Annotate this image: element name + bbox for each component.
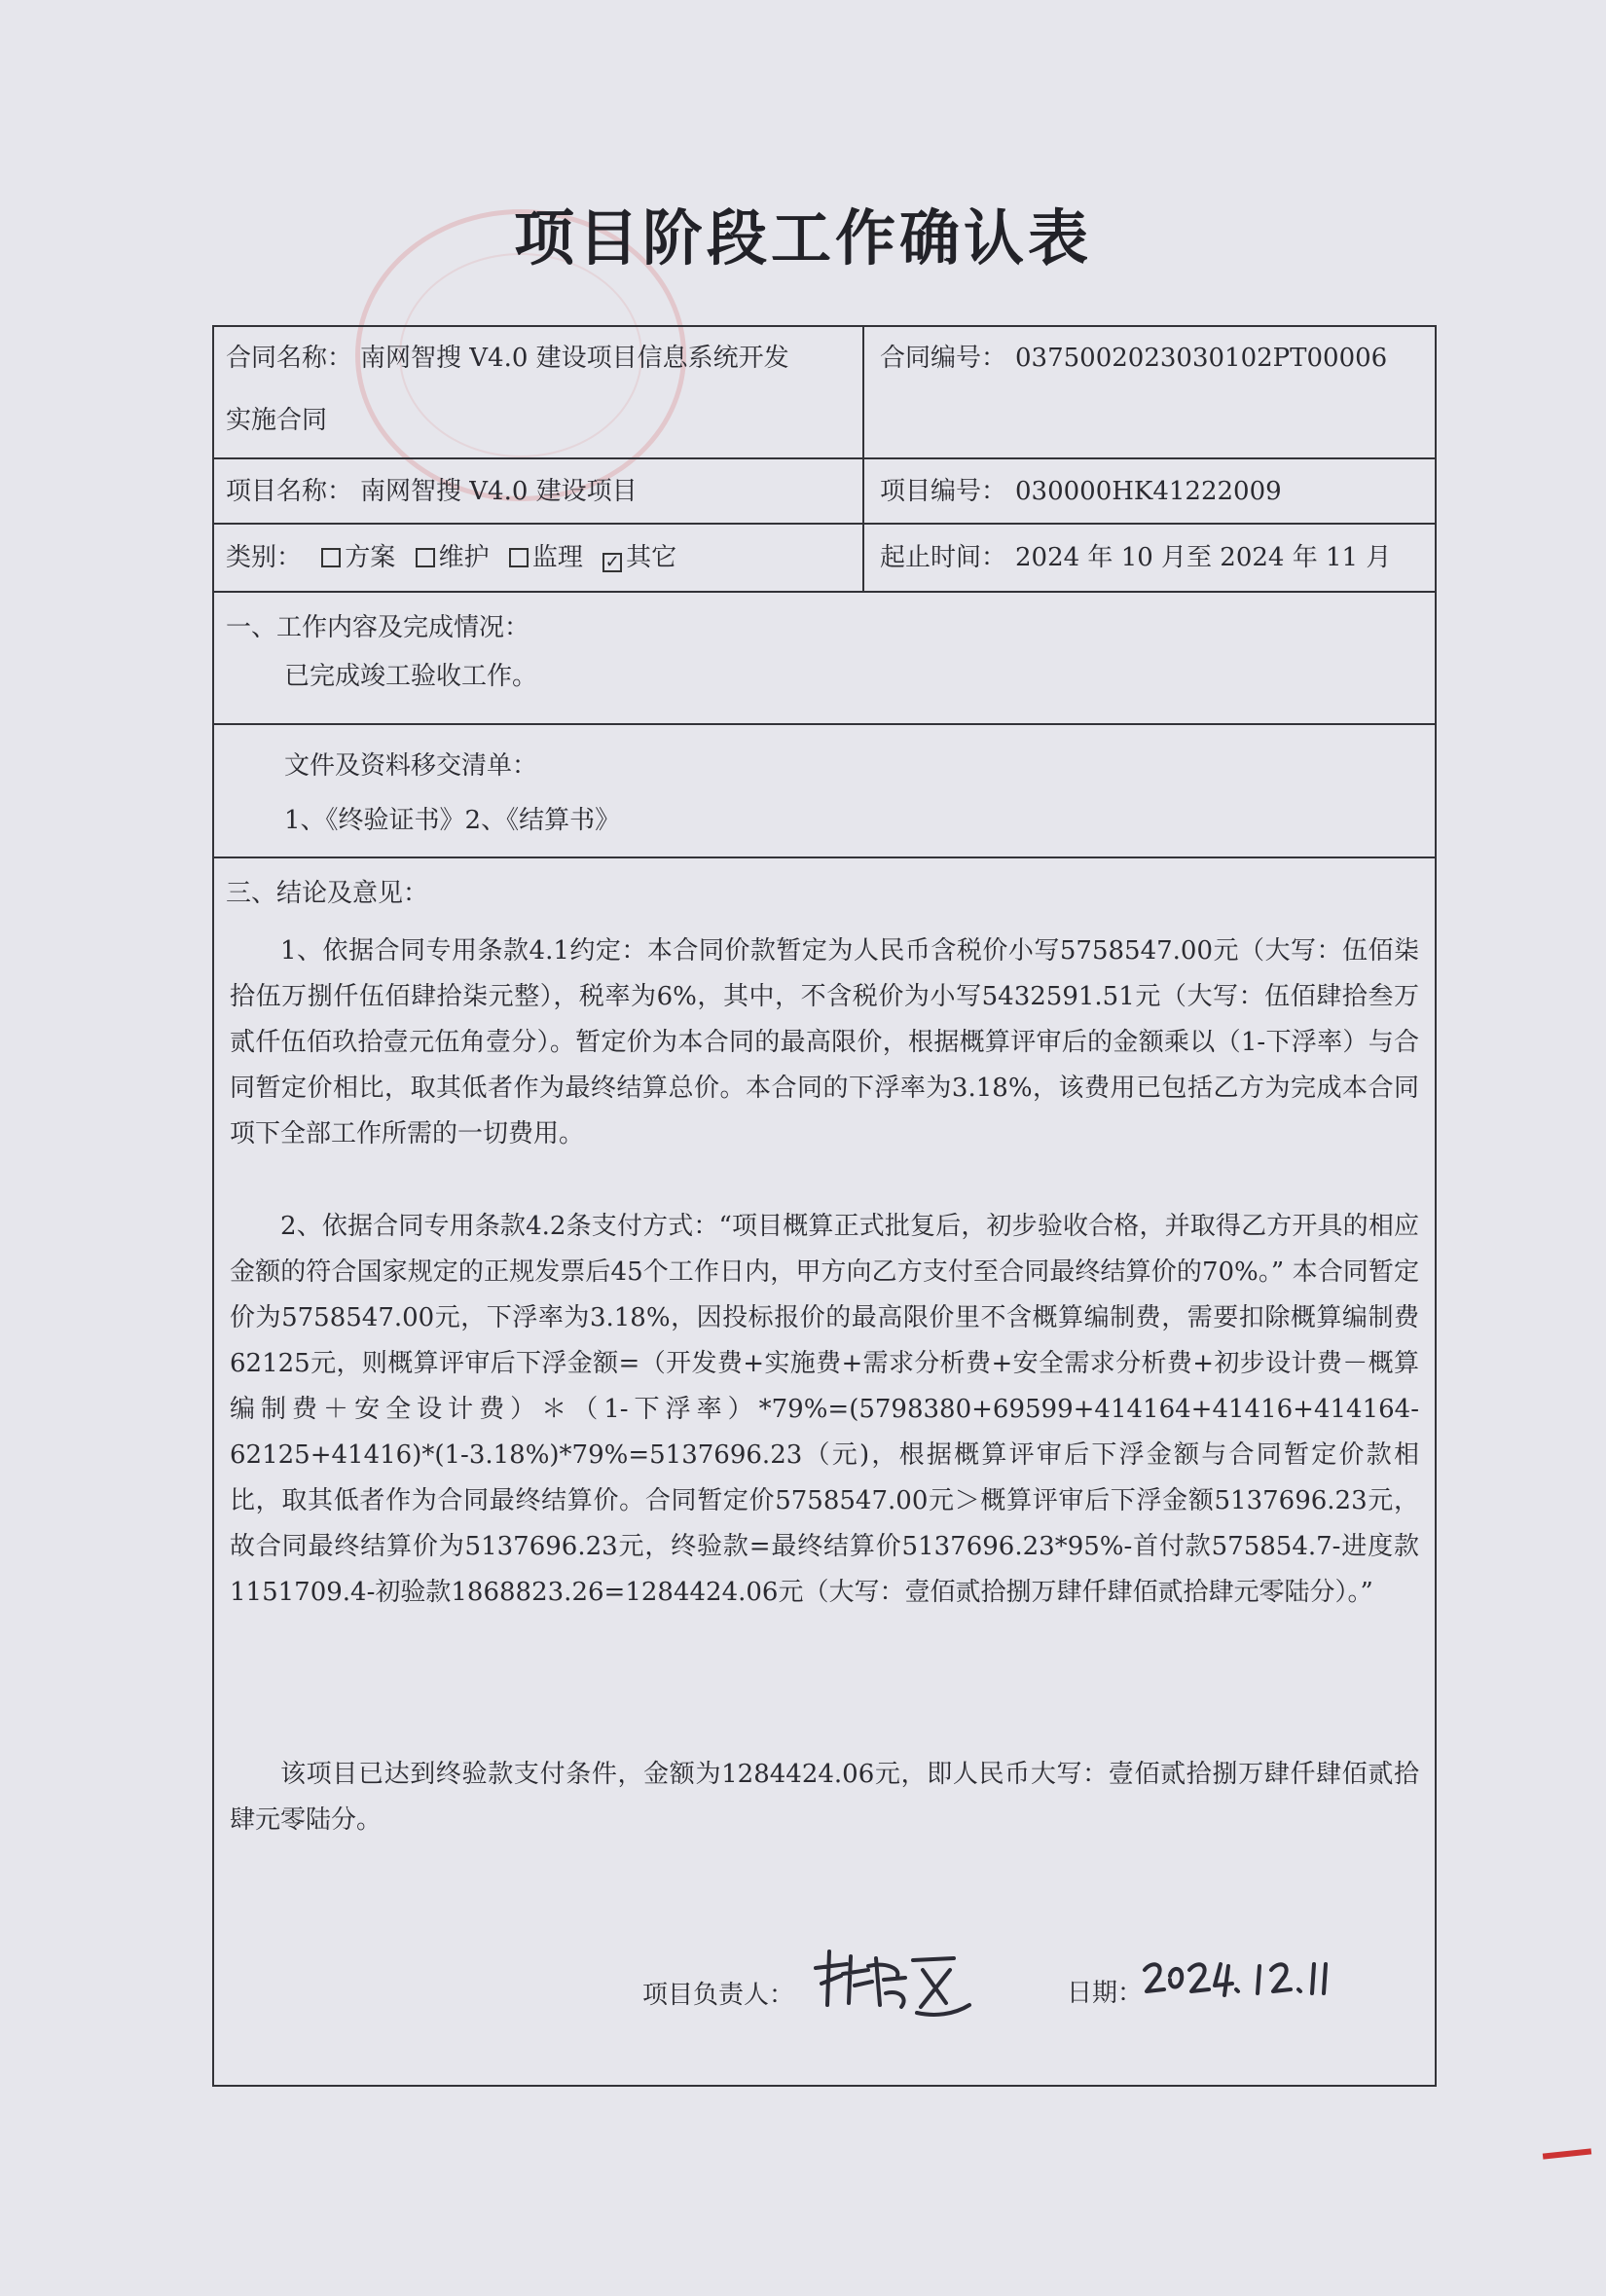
category-cell — [214, 525, 864, 591]
page-title: 项目阶段工作确认表 — [513, 202, 1092, 273]
handwritten-signature — [808, 1947, 973, 2020]
contract-no-cell — [864, 327, 1435, 457]
work-content-section — [214, 593, 1435, 725]
project-name-value: 南网智搜 V4.0 建设项目 — [360, 477, 638, 506]
category-supervision-label: 监理 — [531, 543, 583, 572]
project-no-cell — [864, 459, 1435, 523]
handover-heading: 文件及资料移交清单： — [284, 751, 538, 781]
conclusion-paragraph-2: 2、依据合同专用条款4.2条支付方式：“项目概算正式批复后，初步验收合格，并取得乙方开具的相应金额的符合国家规定的正规发票后45个工作日内，甲方向乙方支付至合同最终结算价的70%。” 本合同暂定价为5758547.00元，下浮率为3.18%，因投标报价的最高限价里不含概算编制费，需要扣除概算编制费62125元，则概算评审后下浮金额=（开发费+实施费+需求分析费+安全需求分析费+初步设计费－概算编制费＋安全设计费）＊（1-下浮率）*79%=(5798380+69599+414164+41416+414164- 62125+41416)*(1-3.18%)*79%=5137696.23（元)，根据概算评审后下浮金额与合同暂定价款相比，取其低者作为合同最终结算价。合同暂定价5758547.00元＞概算评审后下浮金额5137696.23元，故合同最终结算价为5137696.23元，终验款=最终结算价5137696.23*95%-首付款575854.7-进度款1151709.4-初验款1868823.26=1284424.06元（大写：壹佰贰拾捌万肆仟肆佰贰拾肆元零陆分）。” — [230, 1212, 1419, 1607]
contract-name-cell — [214, 327, 864, 457]
responsible-label: 项目负责人： — [642, 1981, 795, 2010]
contract-name-value-cont: 实施合同 — [226, 406, 328, 435]
conclusion-section — [214, 858, 1435, 2087]
period-cell — [864, 525, 1435, 591]
contract-row — [214, 327, 1435, 459]
work-content-heading: 一、工作内容及完成情况： — [226, 613, 530, 642]
project-row — [214, 459, 1435, 525]
confirmation-form — [212, 325, 1437, 2087]
checkbox-maintenance[interactable] — [416, 548, 435, 567]
project-name-label: 项目名称： — [226, 477, 353, 506]
work-content-text: 已完成竣工验收工作。 — [284, 662, 538, 691]
conclusion-paragraph-3: 该项目已达到终验款支付条件，金额为1284424.06元，即人民币大写：壹佰贰拾捌万肆仟肆佰贰拾肆元零陆分。 — [230, 1760, 1419, 1835]
category-row — [214, 525, 1435, 593]
category-field — [226, 542, 676, 573]
handover-list: 1、《终验证书》2、《结算书》 — [284, 806, 621, 835]
contract-name-value: 南网智搜 V4.0 建设项目信息系统开发 — [360, 344, 789, 373]
project-name-cell — [214, 459, 864, 523]
category-other-label: 其它 — [626, 543, 677, 572]
conclusion-paragraph-1: 1、依据合同专用条款4.1约定：本合同价款暂定为人民币含税价小写5758547.00元（大写：伍佰柒拾伍万捌仟伍佰肆拾柒元整），税率为6%，其中，不含税价为小写5432591.51元（大写：伍佰肆拾叁万贰仟伍佰玖拾壹元伍角壹分）。暂定价为本合同的最高限价，根据概算评审后的金额乘以（1-下浮率）与合同暂定价相比，取其低者作为最终结算总价。本合同的下浮率为3.18%，该费用已包括乙方为完成本合同项下全部工作所需的一切费用。 — [230, 936, 1419, 1148]
handwritten-date — [1139, 1956, 1333, 2000]
contract-no-label: 合同编号： — [880, 344, 1007, 373]
project-no-value: 030000HK41222009 — [1015, 477, 1282, 506]
project-no-label: 项目编号： — [880, 477, 1007, 506]
category-plan-label: 方案 — [345, 543, 396, 572]
contract-no-value: 0375002023030102PT00006 — [1015, 344, 1388, 373]
period-value: 2024 年 10 月至 2024 年 11 月 — [1015, 543, 1392, 572]
checkbox-plan[interactable] — [321, 548, 341, 567]
contract-name-label: 合同名称： — [226, 344, 353, 373]
conclusion-heading: 三、结论及意见： — [226, 879, 429, 908]
period-label: 起止时间： — [880, 543, 1007, 572]
check-mark-icon: ✓ — [604, 552, 620, 572]
category-label: 类别： — [226, 543, 303, 572]
category-maintenance-label: 维护 — [438, 543, 490, 572]
date-label: 日期： — [1067, 1979, 1144, 2008]
checkbox-other[interactable] — [602, 553, 622, 572]
red-ink-mark — [1543, 2148, 1591, 2159]
checkbox-supervision[interactable] — [509, 548, 529, 567]
handover-section — [214, 725, 1435, 858]
